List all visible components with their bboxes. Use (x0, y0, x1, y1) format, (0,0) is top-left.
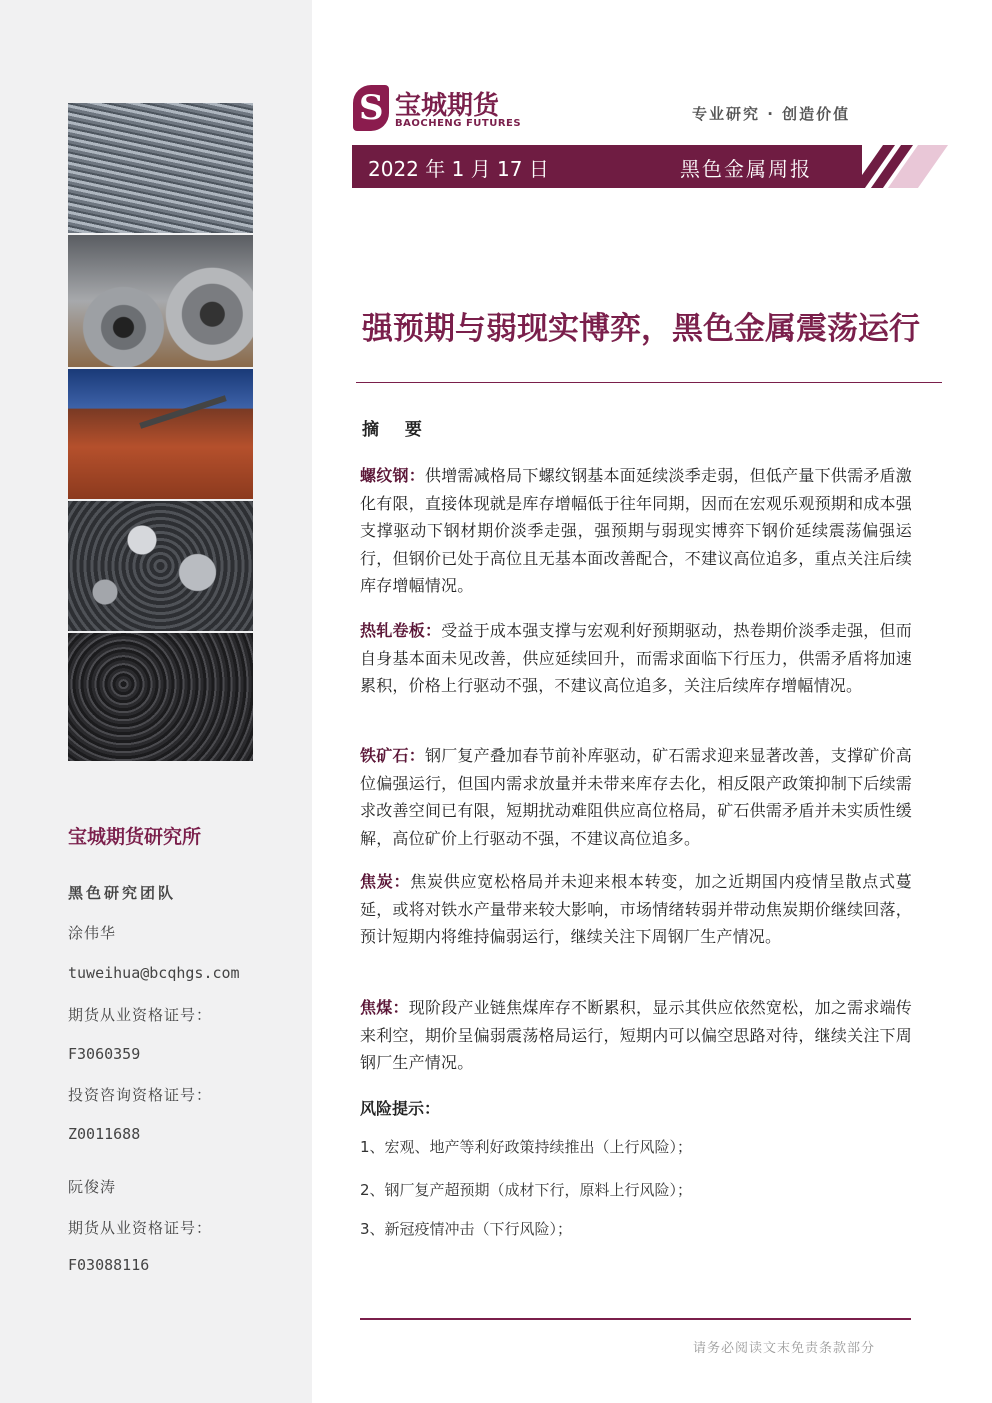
section-label: 热轧卷板： (360, 621, 442, 640)
section-text: 钢厂复产叠加春节前补库驱动，矿石需求迎来显著改善，支撑矿价高位偏强运行，但国内需求放量并未带来库存去化，相反限产政策抑制下后续需求改善空间已有限，短期扰动难阻供应高位格局，矿石供需矛盾并未实质性缓解，高位矿价上行驱动不强，不建议高位追多。 (360, 746, 912, 848)
title-divider (356, 382, 942, 383)
consult-label: 投资咨询资格证号： (68, 1086, 213, 1104)
disclaimer-note: 请务必阅读文末免责条款部分 (693, 1341, 876, 1356)
risk-heading: 风险提示： (360, 1099, 441, 1118)
analyst2-license: F03088116 (68, 1256, 150, 1274)
section-label: 焦炭： (360, 872, 411, 891)
analyst1-consult: Z0011688 (68, 1125, 141, 1143)
section-coke (360, 868, 912, 951)
section-label: 螺纹钢： (360, 466, 425, 485)
abstract-heading: 摘 要 (362, 420, 432, 440)
section-label: 铁矿石： (360, 746, 425, 765)
risk-item: 3、新冠疫情冲击（下行风险）； (360, 1220, 573, 1238)
section-hot-rolled-coil (360, 617, 912, 700)
footer-divider (360, 1318, 911, 1320)
section-text: 焦炭供应宽松格局并未迎来根本转变，加之近期国内疫情呈散点式蔓延，或将对铁水产量带来较大影响，市场情绪转弱并带动焦炭期价继续回落，预计短期内将维持偏弱运行，继续关注下周钢厂生产情况。 (360, 872, 912, 946)
coal-photo (68, 501, 253, 631)
analyst1-email[interactable]: tuweihua@bcqhgs.com (68, 964, 240, 982)
steel-coil-photo (68, 235, 253, 367)
risk-item: 1、宏观、地产等利好政策持续推出（上行风险）； (360, 1138, 693, 1156)
logo-cn: 宝城期货 (395, 91, 500, 121)
license-label-2: 期货从业资格证号： (68, 1219, 213, 1237)
section-text: 现阶段产业链焦煤库存不断累积，显示其供应依然宽松，加之需求端传来利空，期价呈偏弱震荡格局运行，短期内可以偏空思路对待，继续关注下周钢厂生产情况。 (360, 998, 912, 1072)
institute-name: 宝城期货研究所 (68, 826, 202, 848)
sidebar (0, 0, 312, 1403)
section-coking-coal (360, 994, 912, 1077)
team-name: 黑色研究团队 (68, 884, 177, 902)
rebar-photo (68, 103, 253, 233)
license-label-1: 期货从业资格证号： (68, 1006, 213, 1024)
logo-mark-icon: S (353, 85, 389, 131)
section-iron-ore (360, 742, 912, 852)
analyst1-license: F3060359 (68, 1045, 141, 1063)
section-label: 焦煤： (360, 998, 409, 1017)
slogan: 专业研究 · 创造价值 (692, 105, 851, 123)
report-date: 2022 年 1 月 17 日 (368, 157, 549, 181)
report-type: 黑色金属周报 (680, 157, 812, 181)
section-text: 受益于成本强支撑与宏观利好预期驱动，热卷期价淡季走强，但而自身基本面未见改善，供应延续回升，而需求面临下行压力，供需矛盾将加速累积，价格上行驱动不强，不建议高位追多，关注后续库存增幅情况。 (360, 621, 912, 695)
section-text: 供增需减格局下螺纹钢基本面延续淡季走弱，但低产量下供需矛盾激化有限，直接体现就是库存增幅低于往年同期，因而在宏观乐观预期和成本强支撑驱动下钢材期价淡季走强，强预期与弱现实博弈下钢价延续震荡偏强运行，但钢价已处于高位且无基本面改善配合，不建议高位追多，重点关注后续库存增幅情况。 (360, 466, 912, 595)
logo-en: BAOCHENG FUTURES (395, 118, 522, 129)
analyst2-name: 阮俊涛 (68, 1178, 117, 1196)
risk-item: 2、钢厂复产超预期（成材下行，原料上行风险）； (360, 1181, 693, 1199)
section-rebar (360, 462, 912, 600)
iron-ore-photo (68, 369, 253, 499)
report-title: 强预期与弱现实博弈，黑色金属震荡运行 (362, 311, 920, 347)
analyst1-name: 涂伟华 (68, 924, 117, 942)
coke-photo (68, 633, 253, 761)
